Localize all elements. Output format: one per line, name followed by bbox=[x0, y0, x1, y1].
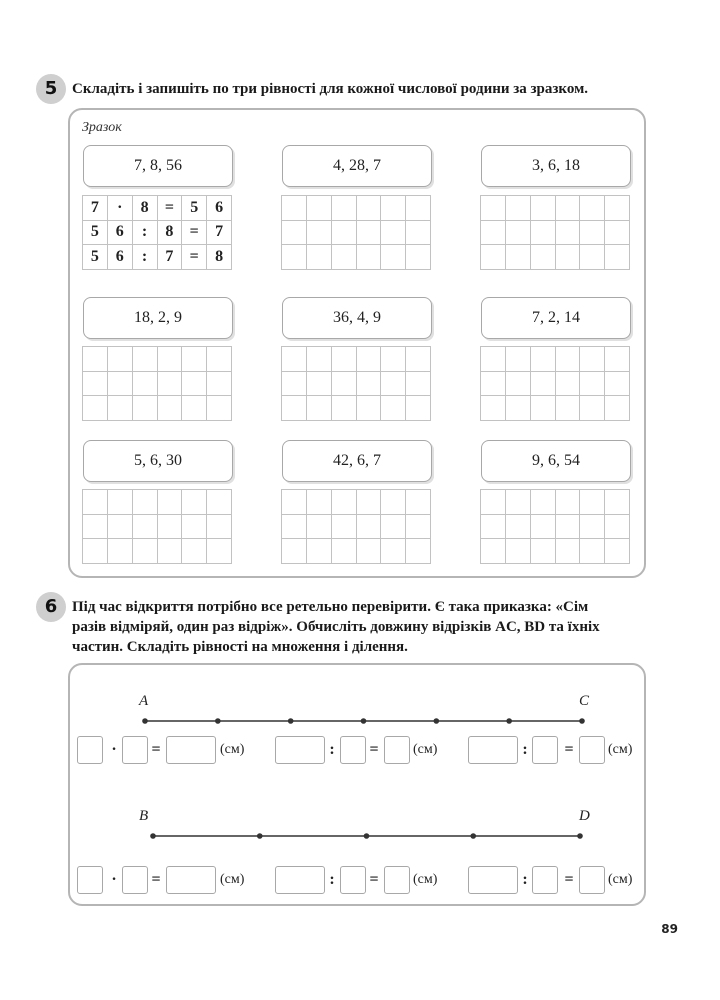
answer-box[interactable] bbox=[468, 866, 518, 894]
grid-cell[interactable] bbox=[406, 245, 431, 270]
grid-cell: 6 bbox=[207, 196, 232, 221]
grid-cell[interactable] bbox=[357, 196, 382, 221]
answer-box[interactable] bbox=[384, 866, 410, 894]
grid-cell[interactable] bbox=[182, 515, 207, 540]
grid-cell[interactable] bbox=[282, 347, 307, 372]
answer-box[interactable] bbox=[579, 736, 605, 764]
grid-cell[interactable] bbox=[580, 347, 605, 372]
grid-cell[interactable] bbox=[556, 196, 581, 221]
grid-cell[interactable] bbox=[580, 515, 605, 540]
grid-cell[interactable] bbox=[133, 490, 158, 515]
equals-sign: = bbox=[369, 871, 379, 888]
grid-cell[interactable] bbox=[506, 347, 531, 372]
answer-box[interactable] bbox=[468, 736, 518, 764]
grid-cell[interactable] bbox=[307, 396, 332, 421]
grid-cell[interactable] bbox=[506, 245, 531, 270]
grid-cell[interactable] bbox=[282, 539, 307, 564]
grid-cell[interactable] bbox=[605, 539, 630, 564]
equals-sign: = bbox=[151, 871, 161, 888]
answer-grid[interactable] bbox=[82, 346, 232, 421]
segment-bd-point bbox=[150, 833, 156, 839]
grid-cell[interactable] bbox=[580, 396, 605, 421]
divide-sign: : bbox=[329, 871, 335, 888]
grid-cell[interactable] bbox=[605, 245, 630, 270]
equals-sign: = bbox=[369, 741, 379, 758]
grid-cell: 7 bbox=[207, 221, 232, 246]
segment-ac-point bbox=[434, 718, 440, 724]
grid-cell[interactable] bbox=[605, 347, 630, 372]
grid-cell[interactable] bbox=[207, 539, 232, 564]
grid-cell[interactable] bbox=[207, 347, 232, 372]
segment-ac-point bbox=[506, 718, 512, 724]
divide-sign: : bbox=[522, 741, 528, 758]
answer-box[interactable] bbox=[275, 866, 325, 894]
grid-cell[interactable] bbox=[133, 372, 158, 397]
grid-cell[interactable] bbox=[182, 347, 207, 372]
unit-cm: (см) bbox=[413, 742, 438, 757]
grid-cell: 5 bbox=[182, 196, 207, 221]
grid-cell[interactable] bbox=[357, 347, 382, 372]
segment-bd-point bbox=[577, 833, 583, 839]
task-5-number: 5 bbox=[36, 74, 66, 104]
task-6-text-line-3: частин. Складіть рівності на множення і ділення. bbox=[72, 639, 408, 655]
grid-cell[interactable] bbox=[381, 347, 406, 372]
grid-cell[interactable] bbox=[506, 221, 531, 246]
grid-cell[interactable] bbox=[307, 515, 332, 540]
grid-cell[interactable] bbox=[381, 539, 406, 564]
grid-cell[interactable] bbox=[357, 372, 382, 397]
grid-cell[interactable] bbox=[332, 196, 357, 221]
family-box: 3, 6, 18 bbox=[481, 145, 631, 187]
grid-cell[interactable] bbox=[332, 221, 357, 246]
multiply-sign: · bbox=[111, 741, 117, 758]
grid-cell: 7 bbox=[158, 245, 183, 270]
grid-cell[interactable] bbox=[580, 196, 605, 221]
unit-cm: (см) bbox=[220, 742, 245, 757]
grid-cell[interactable] bbox=[506, 515, 531, 540]
grid-cell: 8 bbox=[158, 221, 183, 246]
grid-cell[interactable] bbox=[158, 490, 183, 515]
grid-cell[interactable] bbox=[332, 539, 357, 564]
grid-cell[interactable] bbox=[282, 490, 307, 515]
point-label-a: A bbox=[139, 693, 149, 709]
grid-cell[interactable] bbox=[605, 490, 630, 515]
unit-cm: (см) bbox=[608, 872, 633, 887]
grid-cell[interactable] bbox=[605, 372, 630, 397]
grid-cell[interactable] bbox=[481, 372, 506, 397]
grid-cell[interactable] bbox=[531, 515, 556, 540]
answer-box[interactable] bbox=[122, 866, 148, 894]
answer-box[interactable] bbox=[384, 736, 410, 764]
grid-cell[interactable] bbox=[158, 347, 183, 372]
grid-cell[interactable] bbox=[108, 396, 133, 421]
grid-cell[interactable] bbox=[83, 539, 108, 564]
grid-cell[interactable] bbox=[531, 196, 556, 221]
grid-cell[interactable] bbox=[158, 396, 183, 421]
equation-row-bd bbox=[0, 866, 720, 894]
grid-cell[interactable] bbox=[381, 196, 406, 221]
grid-cell[interactable] bbox=[307, 539, 332, 564]
grid-cell[interactable] bbox=[182, 539, 207, 564]
answer-grid[interactable] bbox=[480, 346, 630, 421]
family-box: 7, 2, 14 bbox=[481, 297, 631, 339]
grid-cell[interactable] bbox=[406, 515, 431, 540]
grid-cell[interactable] bbox=[556, 221, 581, 246]
grid-cell[interactable] bbox=[531, 372, 556, 397]
answer-box[interactable] bbox=[532, 736, 558, 764]
equation-row-ac bbox=[0, 736, 720, 764]
grid-cell[interactable] bbox=[158, 539, 183, 564]
grid-cell[interactable] bbox=[481, 539, 506, 564]
grid-cell: 5 bbox=[83, 245, 108, 270]
grid-cell[interactable] bbox=[481, 515, 506, 540]
answer-box[interactable] bbox=[77, 736, 103, 764]
grid-cell[interactable] bbox=[381, 490, 406, 515]
grid-cell[interactable] bbox=[357, 221, 382, 246]
grid-cell[interactable] bbox=[531, 396, 556, 421]
grid-cell: = bbox=[158, 196, 183, 221]
answer-grid[interactable] bbox=[480, 195, 630, 270]
point-label-c: C bbox=[579, 693, 590, 709]
grid-cell[interactable] bbox=[357, 245, 382, 270]
grid-cell[interactable] bbox=[605, 396, 630, 421]
grid-cell[interactable] bbox=[406, 221, 431, 246]
grid-cell[interactable] bbox=[381, 515, 406, 540]
grid-cell[interactable] bbox=[282, 196, 307, 221]
grid-cell[interactable] bbox=[83, 396, 108, 421]
grid-cell: 6 bbox=[108, 221, 133, 246]
answer-box[interactable] bbox=[340, 736, 366, 764]
grid-cell[interactable] bbox=[481, 347, 506, 372]
grid-cell[interactable] bbox=[556, 490, 581, 515]
grid-cell[interactable] bbox=[357, 490, 382, 515]
grid-cell[interactable] bbox=[158, 515, 183, 540]
segment-bd-point bbox=[257, 833, 263, 839]
grid-cell[interactable] bbox=[580, 245, 605, 270]
answer-grid[interactable] bbox=[281, 195, 431, 270]
grid-cell[interactable] bbox=[357, 396, 382, 421]
grid-cell[interactable] bbox=[556, 347, 581, 372]
answer-grid[interactable] bbox=[281, 346, 431, 421]
grid-cell: 5 bbox=[83, 221, 108, 246]
point-label-d: D bbox=[579, 808, 590, 824]
answer-box[interactable] bbox=[77, 866, 103, 894]
answer-grid[interactable] bbox=[281, 489, 431, 564]
grid-cell[interactable] bbox=[282, 515, 307, 540]
grid-cell[interactable] bbox=[531, 539, 556, 564]
grid-cell: = bbox=[182, 245, 207, 270]
grid-cell[interactable] bbox=[83, 372, 108, 397]
family-box: 9, 6, 54 bbox=[481, 440, 631, 482]
answer-box[interactable] bbox=[532, 866, 558, 894]
grid-cell[interactable] bbox=[556, 539, 581, 564]
grid-cell[interactable] bbox=[406, 490, 431, 515]
grid-cell[interactable] bbox=[307, 245, 332, 270]
grid-cell[interactable] bbox=[406, 396, 431, 421]
grid-cell[interactable] bbox=[556, 396, 581, 421]
grid-cell[interactable] bbox=[108, 372, 133, 397]
segment-ac-point bbox=[142, 718, 148, 724]
grid-cell[interactable] bbox=[83, 490, 108, 515]
grid-cell[interactable] bbox=[580, 372, 605, 397]
unit-cm: (см) bbox=[608, 742, 633, 757]
segment-bd bbox=[153, 829, 583, 843]
divide-sign: : bbox=[329, 741, 335, 758]
answer-grid[interactable] bbox=[480, 489, 630, 564]
grid-cell: 7 bbox=[83, 196, 108, 221]
family-box: 7, 8, 56 bbox=[83, 145, 233, 187]
grid-cell[interactable] bbox=[357, 515, 382, 540]
grid-cell: = bbox=[182, 221, 207, 246]
grid-cell[interactable] bbox=[83, 515, 108, 540]
answer-box[interactable] bbox=[166, 736, 216, 764]
grid-cell[interactable] bbox=[406, 196, 431, 221]
sample-label: Зразок bbox=[82, 120, 122, 135]
segment-bd-point bbox=[470, 833, 476, 839]
grid-cell[interactable] bbox=[282, 372, 307, 397]
grid-cell[interactable] bbox=[207, 490, 232, 515]
task-6-text-line-1: Під час відкриття потрібно все ретельно перевірити. Є така приказка: «Сім bbox=[72, 599, 589, 615]
grid-cell[interactable] bbox=[133, 396, 158, 421]
grid-cell[interactable] bbox=[481, 196, 506, 221]
grid-cell[interactable] bbox=[332, 372, 357, 397]
grid-cell[interactable] bbox=[108, 515, 133, 540]
answer-box[interactable] bbox=[340, 866, 366, 894]
answer-box[interactable] bbox=[166, 866, 216, 894]
grid-cell[interactable] bbox=[406, 539, 431, 564]
grid-cell[interactable] bbox=[182, 372, 207, 397]
grid-cell[interactable] bbox=[580, 221, 605, 246]
grid-cell[interactable] bbox=[158, 372, 183, 397]
grid-cell[interactable] bbox=[282, 396, 307, 421]
grid-cell[interactable] bbox=[307, 372, 332, 397]
grid-cell[interactable] bbox=[282, 221, 307, 246]
segment-ac-point bbox=[215, 718, 221, 724]
grid-cell[interactable] bbox=[307, 196, 332, 221]
grid-cell[interactable] bbox=[406, 372, 431, 397]
grid-cell[interactable] bbox=[133, 539, 158, 564]
family-box: 36, 4, 9 bbox=[282, 297, 432, 339]
grid-cell[interactable] bbox=[381, 221, 406, 246]
grid-cell[interactable] bbox=[481, 221, 506, 246]
grid-cell[interactable] bbox=[307, 347, 332, 372]
grid-cell[interactable] bbox=[83, 347, 108, 372]
unit-cm: (см) bbox=[220, 872, 245, 887]
family-box: 4, 28, 7 bbox=[282, 145, 432, 187]
grid-cell: · bbox=[108, 196, 133, 221]
grid-cell[interactable] bbox=[332, 396, 357, 421]
sample-grid bbox=[82, 195, 232, 270]
task-5-text: Складіть і запишіть по три рівності для кожної числової родини за зразком. bbox=[72, 81, 589, 97]
answer-box[interactable] bbox=[122, 736, 148, 764]
equals-sign: = bbox=[564, 871, 574, 888]
grid-cell: : bbox=[133, 245, 158, 270]
grid-cell: 6 bbox=[108, 245, 133, 270]
grid-cell[interactable] bbox=[207, 372, 232, 397]
grid-cell[interactable] bbox=[605, 196, 630, 221]
family-box: 5, 6, 30 bbox=[83, 440, 233, 482]
grid-cell[interactable] bbox=[506, 539, 531, 564]
answer-box[interactable] bbox=[275, 736, 325, 764]
point-label-b: B bbox=[139, 808, 149, 824]
segment-ac-point bbox=[288, 718, 294, 724]
segment-ac bbox=[145, 714, 585, 728]
grid-cell[interactable] bbox=[556, 372, 581, 397]
grid-cell[interactable] bbox=[580, 539, 605, 564]
grid-cell[interactable] bbox=[108, 490, 133, 515]
grid-cell[interactable] bbox=[506, 372, 531, 397]
grid-cell[interactable] bbox=[133, 347, 158, 372]
grid-cell[interactable] bbox=[207, 396, 232, 421]
family-box: 18, 2, 9 bbox=[83, 297, 233, 339]
grid-cell[interactable] bbox=[332, 347, 357, 372]
grid-cell: 8 bbox=[207, 245, 232, 270]
grid-cell[interactable] bbox=[381, 396, 406, 421]
grid-cell[interactable] bbox=[481, 490, 506, 515]
grid-cell[interactable] bbox=[381, 372, 406, 397]
grid-cell[interactable] bbox=[531, 490, 556, 515]
grid-cell[interactable] bbox=[481, 245, 506, 270]
grid-cell[interactable] bbox=[357, 539, 382, 564]
family-box: 42, 6, 7 bbox=[282, 440, 432, 482]
grid-cell[interactable] bbox=[531, 221, 556, 246]
answer-grid[interactable] bbox=[82, 489, 232, 564]
unit-cm: (см) bbox=[413, 872, 438, 887]
grid-cell[interactable] bbox=[182, 396, 207, 421]
grid-cell[interactable] bbox=[381, 245, 406, 270]
grid-cell[interactable] bbox=[133, 515, 158, 540]
task-6-text-line-2: разів відміряй, один раз відріж». Обчисліть довжину відрізків AC, BD та їхніх bbox=[72, 619, 600, 635]
grid-cell[interactable] bbox=[182, 490, 207, 515]
grid-cell[interactable] bbox=[108, 539, 133, 564]
grid-cell[interactable] bbox=[332, 515, 357, 540]
grid-cell[interactable] bbox=[605, 221, 630, 246]
grid-cell[interactable] bbox=[307, 490, 332, 515]
grid-cell[interactable] bbox=[406, 347, 431, 372]
grid-cell[interactable] bbox=[580, 490, 605, 515]
grid-cell[interactable] bbox=[481, 396, 506, 421]
grid-cell: : bbox=[133, 221, 158, 246]
grid-cell[interactable] bbox=[605, 515, 630, 540]
grid-cell: 8 bbox=[133, 196, 158, 221]
segment-ac-point bbox=[361, 718, 367, 724]
divide-sign: : bbox=[522, 871, 528, 888]
grid-cell[interactable] bbox=[332, 490, 357, 515]
grid-cell[interactable] bbox=[506, 490, 531, 515]
grid-cell[interactable] bbox=[556, 245, 581, 270]
multiply-sign: · bbox=[111, 871, 117, 888]
segment-ac-point bbox=[579, 718, 585, 724]
segment-bd-point bbox=[364, 833, 370, 839]
grid-cell[interactable] bbox=[506, 196, 531, 221]
equals-sign: = bbox=[564, 741, 574, 758]
page-number: 89 bbox=[661, 922, 678, 936]
grid-cell[interactable] bbox=[531, 347, 556, 372]
grid-cell[interactable] bbox=[207, 515, 232, 540]
answer-box[interactable] bbox=[579, 866, 605, 894]
task-6-number: 6 bbox=[36, 592, 66, 622]
grid-cell[interactable] bbox=[108, 347, 133, 372]
equals-sign: = bbox=[151, 741, 161, 758]
grid-cell[interactable] bbox=[531, 245, 556, 270]
grid-cell[interactable] bbox=[307, 221, 332, 246]
grid-cell[interactable] bbox=[556, 515, 581, 540]
grid-cell[interactable] bbox=[282, 245, 307, 270]
grid-cell[interactable] bbox=[332, 245, 357, 270]
grid-cell[interactable] bbox=[506, 396, 531, 421]
